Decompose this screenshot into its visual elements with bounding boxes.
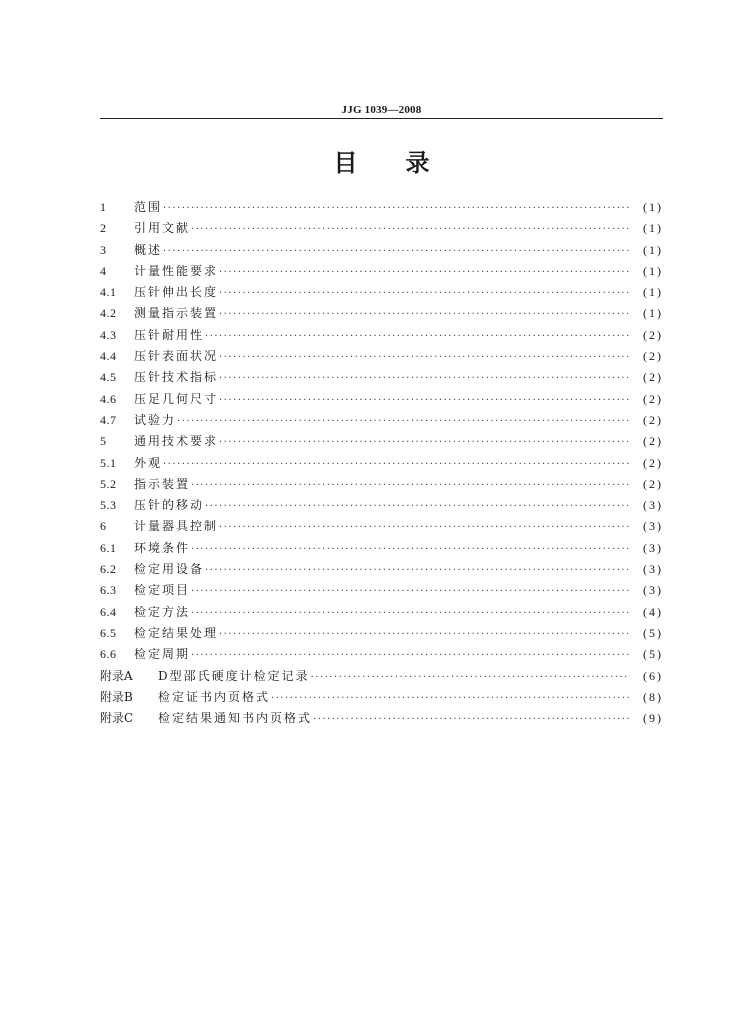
toc-entry-number: 6.3: [100, 583, 117, 598]
header-rule: [100, 118, 663, 119]
toc-entry: [100, 453, 663, 474]
toc-entry: [100, 474, 663, 495]
toc-entry-title: 检定结果通知书内页格式: [158, 711, 313, 726]
toc-leader-dots: [205, 560, 630, 581]
toc-leader-dots: [219, 347, 630, 368]
toc-leader-dots: [219, 368, 630, 389]
toc-entry-title: 指示装置: [134, 476, 191, 491]
toc-entry-page: (2): [643, 434, 663, 449]
toc-leader-dots: [219, 304, 630, 325]
toc-entry: [100, 623, 663, 644]
toc-entry-title: 环境条件: [134, 540, 191, 555]
toc-entry-number: 4.6: [100, 391, 117, 406]
title-char-2: 录: [405, 148, 430, 177]
toc-entry-page: (1): [643, 306, 663, 321]
toc-entry: [100, 644, 663, 665]
toc-leader-dots: [271, 688, 630, 709]
toc-entry-page: (2): [643, 455, 663, 470]
toc-entry-number: 3: [100, 242, 107, 257]
toc-entry: [100, 389, 663, 410]
toc-entry-title: 检定项目: [134, 583, 191, 598]
toc-entry-page: (1): [643, 221, 663, 236]
toc-entry-number: 4.3: [100, 327, 117, 342]
toc-entry-page: (3): [643, 583, 663, 598]
toc-leader-dots: [311, 667, 630, 688]
toc-entry-page: (2): [643, 370, 663, 385]
toc-entry-title: 通用技术要求: [134, 434, 219, 449]
toc-entry-number: 4.7: [100, 412, 117, 427]
toc-entry-page: (1): [643, 285, 663, 300]
toc-entry: [100, 346, 663, 367]
toc-entry-page: (4): [643, 604, 663, 619]
toc-leader-dots: [219, 262, 630, 283]
toc-entry-number: 4.2: [100, 306, 117, 321]
toc-entry-number: 5.3: [100, 498, 117, 513]
toc-entry-title: 压针的移动: [134, 498, 205, 513]
toc-entry-number: 6.5: [100, 625, 117, 640]
standard-code: JJG 1039—2008: [341, 104, 422, 116]
toc-entry-title: 引用文献: [134, 221, 191, 236]
toc-entry-page: (2): [643, 476, 663, 491]
toc-entry-page: (9): [643, 711, 663, 726]
toc-entry: [100, 303, 663, 324]
toc-entry: [100, 218, 663, 239]
toc-entry: [100, 516, 663, 537]
toc-entry: [100, 559, 663, 580]
toc-leader-dots: [191, 645, 630, 666]
toc-entry-page: (3): [643, 540, 663, 555]
toc-entry-title: 计量器具控制: [134, 519, 219, 534]
toc-entry-page: (3): [643, 562, 663, 577]
toc-entry: [100, 410, 663, 431]
toc-leader-dots: [219, 517, 630, 538]
toc-leader-dots: [191, 581, 630, 602]
toc-entry-number: 5: [100, 434, 107, 449]
toc-entry: [100, 261, 663, 282]
toc-entry-title: 检定方法: [134, 604, 191, 619]
toc-entry-title: 概述: [134, 242, 163, 257]
toc-entry-page: (6): [643, 668, 663, 683]
toc-leader-dots: [205, 326, 630, 347]
toc-entry: [100, 580, 663, 601]
toc-entry-title: 检定证书内页格式: [158, 689, 271, 704]
toc-entry-page: (1): [643, 200, 663, 214]
toc-entry: [100, 602, 663, 623]
toc-entry-page: (1): [643, 242, 663, 257]
toc-entry-number: 6: [100, 519, 107, 534]
toc-entry-page: (2): [643, 349, 663, 364]
toc-entry-title: 试验力: [134, 412, 177, 427]
toc-entry-page: (1): [643, 263, 663, 278]
toc-entry-page: (5): [643, 647, 663, 662]
toc-leader-dots: [163, 241, 630, 262]
toc-leader-dots: [205, 496, 630, 517]
toc-entry-page: (5): [643, 625, 663, 640]
toc-entry-page: (3): [643, 498, 663, 513]
toc-leader-dots: [219, 624, 630, 645]
page-title: [100, 148, 663, 178]
toc-entry-number: 附录A: [100, 668, 133, 683]
page-header: [100, 98, 663, 117]
toc-entry-title: D型邵氏硬度计检定记录: [158, 668, 310, 683]
toc-leader-dots: [191, 539, 630, 560]
toc-entry: [100, 495, 663, 516]
toc-entry-title: 外观: [134, 455, 163, 470]
toc-entry-page: (2): [643, 412, 663, 427]
toc-leader-dots: [313, 709, 630, 730]
toc-entry-number: 5.2: [100, 476, 117, 491]
toc-entry: [100, 240, 663, 261]
toc-entry-appendix: [100, 708, 663, 729]
toc-entry-number: 6.2: [100, 562, 117, 577]
toc-leader-dots: [191, 219, 630, 240]
toc-entry-title: 压足几何尺寸: [134, 391, 219, 406]
title-char-1: 目: [333, 148, 358, 177]
toc-leader-dots: [163, 454, 630, 475]
toc-entry: [100, 197, 663, 218]
toc-entry-title: 压针表面状况: [134, 349, 219, 364]
toc-entry-number: 5.1: [100, 455, 117, 470]
toc-entry: [100, 282, 663, 303]
toc-entry: [100, 367, 663, 388]
toc-entry-page: (3): [643, 519, 663, 534]
toc-entry: [100, 431, 663, 452]
toc-entry-number: 附录B: [100, 689, 133, 704]
toc-entry-title: 压针伸出长度: [134, 285, 219, 300]
toc-entry-number: 6.4: [100, 604, 117, 619]
toc-leader-dots: [191, 603, 630, 624]
toc-entry-page: (8): [643, 689, 663, 704]
toc-entry-title: 压针耐用性: [134, 327, 205, 342]
toc-entry-number: 6.6: [100, 647, 117, 662]
toc-entry-appendix: [100, 666, 663, 687]
toc-entry: [100, 325, 663, 346]
toc-entry-number: 4.5: [100, 370, 117, 385]
toc-leader-dots: [219, 432, 630, 453]
toc-entry-number: 1: [100, 200, 107, 214]
toc-entry-number: 4: [100, 263, 107, 278]
toc-leader-dots: [177, 411, 630, 432]
toc-entry-number: 附录C: [100, 711, 134, 726]
toc-leader-dots: [163, 198, 630, 219]
toc-entry-title: 压针技术指标: [134, 370, 219, 385]
toc-entry-number: 4.4: [100, 349, 117, 364]
toc-leader-dots: [219, 390, 630, 411]
toc-entry: [100, 538, 663, 559]
toc-entry-number: 6.1: [100, 540, 117, 555]
toc-leader-dots: [191, 475, 630, 496]
toc-leader-dots: [219, 283, 630, 304]
table-of-contents: [100, 197, 663, 729]
toc-entry-appendix: [100, 687, 663, 708]
toc-entry-title: 计量性能要求: [134, 263, 219, 278]
toc-entry-page: (2): [643, 391, 663, 406]
toc-entry-number: 4.1: [100, 285, 117, 300]
toc-entry-title: 测量指示装置: [134, 306, 219, 321]
toc-entry-title: 检定结果处理: [134, 625, 219, 640]
toc-entry-page: (2): [643, 327, 663, 342]
toc-entry-title: 检定周期: [134, 647, 191, 662]
toc-entry-title: 范围: [134, 200, 163, 214]
toc-entry-title: 检定用设备: [134, 562, 205, 577]
toc-entry-number: 2: [100, 221, 107, 236]
